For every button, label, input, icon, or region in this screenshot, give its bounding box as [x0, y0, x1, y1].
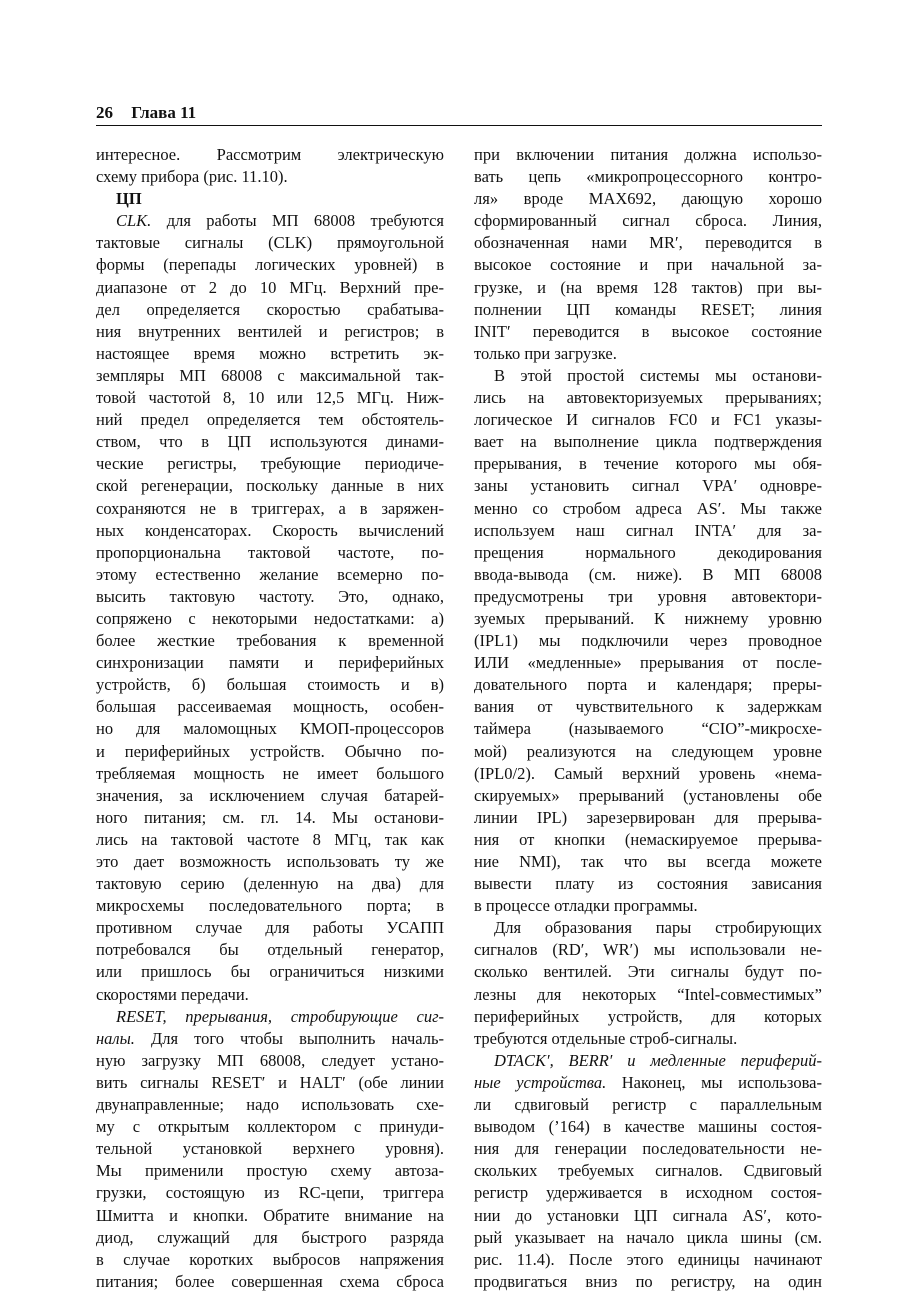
page-header [96, 100, 822, 126]
text-line: ческие регистры, требующие периодиче- [96, 454, 444, 474]
italic-run-in-heading: RESET, прерывания, стробирующие сиг- [116, 1006, 444, 1026]
text-line: INIT′ переводится в высокое состояние [474, 321, 822, 341]
text-line: товой частотой 8, 10 или 12,5 МГц. Ниж- [96, 388, 444, 408]
text-line: скольких требуемых сигналов. Сдвиговый [474, 1161, 822, 1181]
text-line [96, 1006, 444, 1028]
page-number: 26 [96, 103, 113, 122]
line-text: для работы МП 68008 требуются [151, 211, 444, 231]
text-line: это дает возможность использовать ту же [96, 852, 444, 871]
text-line: ской регенерации, поскольку данные в них [96, 476, 444, 496]
text-line: лись на тактовой частоте 8 МГц, так как [96, 829, 444, 849]
text-line: ния для генерации последовательности не- [474, 1139, 822, 1159]
text-line: микросхемы последовательного порта; в [96, 896, 444, 916]
text-line: дел определяется скоростью срабатыва- [96, 299, 444, 319]
text-line: требляемая мощность не имеет большого [96, 763, 444, 783]
text-line: зуемых прерываний. К нижнему уровню [474, 608, 822, 628]
text-line: довательного порта и календаря; преры- [474, 675, 822, 695]
text-line: высокое состояние и при начальной за- [474, 255, 822, 275]
text-line: и периферийных устройств. Обычно по- [96, 741, 444, 761]
text-line: продвигаться вниз по регистру, на один [474, 1271, 822, 1291]
text-line: только при загрузке. [474, 343, 617, 363]
text-line: ЦП [116, 189, 142, 209]
chapter-title: Глава 11 [131, 103, 197, 122]
text-line: рый указывает на начало цикла шины (см. [474, 1227, 822, 1247]
text-line: ния внутренних вентилей и регистров; в [96, 321, 444, 341]
text-line: грузке, и (на время 128 тактов) при вы- [474, 277, 822, 297]
text-line: прещения нормального декодирования [474, 542, 822, 562]
text-line: сопряжено с некоторыми недостатками: а) [96, 608, 444, 628]
text-line [474, 1072, 822, 1094]
text-line: вания от чувствительного к задержкам [474, 697, 822, 717]
text-line [96, 1028, 444, 1050]
text-line: этому естественно желание всемерно по- [96, 564, 444, 584]
text-line: (IPL0/2). Самый верхний уровень «нема- [474, 763, 822, 783]
italic-run-in-heading: налы. [96, 1028, 135, 1048]
text-line: линии IPL) зарезервирован для прерыва- [474, 807, 822, 827]
text-line: му с открытым коллектором с принуди- [96, 1117, 444, 1137]
text-line: ИЛИ «медленные» прерывания от после- [474, 653, 822, 673]
text-line: скируемых» прерываний (установлены обе [474, 785, 822, 805]
text-line: диапазоне от 2 до 10 МГц. Верхний пре- [96, 277, 444, 297]
text-line: вает на выполнение цикла подтверждения [474, 432, 822, 452]
text-line: В этой простой системы мы останови- [494, 365, 822, 385]
text-line: синхронизации памяти и периферийных [96, 653, 444, 673]
text-line: в случае коротких выбросов напряжения [96, 1249, 444, 1269]
text-line: более жесткие требования к временной [96, 631, 444, 651]
text-line: регистр удерживается в исходном состоя- [474, 1183, 822, 1203]
text-line: нии до установки ЦП сигнала AS′, кото- [474, 1205, 822, 1225]
text-line: интересное. Рассмотрим электрическую [96, 145, 444, 164]
text-line: земпляры МП 68008 с максимальной так- [96, 365, 444, 385]
text-line: ля» вроде MAX692, дающую хорошо [474, 189, 822, 209]
text-line: тактовую серию (деленную на два) для [96, 874, 444, 894]
text-line: обозначенная нами MR′, переводится в [474, 233, 822, 253]
text-line: высить тактовую частоту. Это, однако, [96, 586, 444, 606]
text-line: ного питания; см. гл. 14. Мы останови- [96, 807, 444, 827]
text-column-left [96, 144, 444, 1291]
text-line: ных конденсаторах. Скорость вычислений [96, 520, 444, 540]
text-line: схему прибора (рис. 11.10). [96, 167, 288, 187]
text-line: но для маломощных КМОП-процессоров [96, 719, 444, 739]
italic-run-in-heading: DTACK′, BERR′ и медленные периферий- [494, 1050, 822, 1070]
text-line: сколько вентилей. Эти сигналы будут по- [474, 962, 822, 982]
line-text: Для того чтобы выполнить началь- [134, 1028, 444, 1048]
text-line: лись на автовекторизуемых прерываниях; [474, 388, 822, 408]
text-line: используем наш сигнал INTA′ для за- [474, 520, 822, 540]
text-line [96, 210, 444, 232]
text-line: ввода-вывода (см. ниже). В МП 68008 [474, 564, 822, 584]
text-line: грузки, состоящую из RC-цепи, триггера [96, 1183, 444, 1203]
text-line: большая рассеиваемая мощность, особен- [96, 697, 444, 717]
text-line: ния от кнопки (немаскируемое прерыва- [474, 829, 822, 849]
text-column-right [474, 144, 822, 1291]
text-line: ством, что в ЦП используются динами- [96, 432, 444, 452]
text-line: таймера (называемого “CIO”-микросхе- [474, 719, 822, 739]
text-line: сигналов (RD′, WR′) мы использовали не- [474, 940, 822, 960]
text-line: пропорциональна тактовой частоте, по- [96, 542, 444, 562]
text-line: питания; более совершенная схема сброса [96, 1271, 444, 1291]
text-line: периферийных устройств, для которых [474, 1006, 822, 1026]
text-line: диод, служащий для быстрого разряда [96, 1227, 444, 1247]
text-line: тельной установкой верхнего уровня). [96, 1139, 444, 1159]
text-line: скоростями передачи. [96, 984, 249, 1004]
text-line: менно со стробом адреса AS′. Мы также [474, 498, 822, 518]
text-line: (IPL1) мы подключили через проводное [474, 631, 822, 651]
italic-run-in-heading: ные устройства. [474, 1072, 607, 1092]
text-line: тактовые сигналы (CLK) прямоугольной [96, 233, 444, 253]
italic-run-in-heading: CLK. [116, 211, 152, 231]
text-line: выводом (’164) в качестве машины состоя- [474, 1117, 822, 1137]
text-line: в процессе отладки программы. [474, 896, 698, 916]
text-line: полнении ЦП команды RESET; линия [474, 299, 822, 319]
text-line: предусмотрены три уровня автовектори- [474, 586, 822, 606]
text-line: логическое И сигналов FC0 и FC1 указы- [474, 410, 822, 430]
text-line: двунаправленные; надо использовать схе- [96, 1095, 444, 1115]
text-line: устройств, б) большая стоимость и в) [96, 675, 444, 695]
text-line: Мы применили простую схему автоза- [96, 1161, 444, 1181]
text-line: вать цепь «микропроцессорного контро- [474, 167, 822, 187]
text-line: прерывания, в течение которого мы обя- [474, 454, 822, 474]
text-line: сформированный сигнал сброса. Линия, [474, 211, 822, 231]
text-line: ний предел определяется тем обстоятель- [96, 410, 444, 430]
text-line [474, 1050, 822, 1072]
text-line: вывести плату из состояния зависания [474, 874, 822, 894]
text-line: рис. 11.4). После этого единицы начинают [474, 1249, 822, 1269]
text-line: мой) реализуются на следующем уровне [474, 741, 822, 761]
text-line: ли сдвиговый регистр с параллельным [474, 1095, 822, 1115]
text-line: противном случае для работы УСАПП [96, 918, 444, 938]
text-line: Шмитта и кнопки. Обратите внимание на [96, 1205, 444, 1225]
text-line: требуются отдельные строб-сигналы. [474, 1028, 738, 1048]
text-line: лезны для некоторых “Intel-совместимых” [474, 984, 822, 1004]
text-line: при включении питания должна использо- [474, 145, 822, 164]
text-line: формы (перепады логических уровней) в [96, 255, 444, 275]
text-line: значения, за исключением случая батарей- [96, 785, 444, 805]
text-line: Для образования пары стробирующих [494, 918, 822, 938]
text-line: сохраняются не в триггерах, а в заряжен- [96, 498, 444, 518]
text-line: заны установить сигнал VPA′ одновре- [474, 476, 822, 496]
line-text: Наконец, мы использова- [606, 1072, 822, 1092]
text-line: вить сигналы RESET′ и HALT′ (обе линии [96, 1072, 444, 1092]
header-rule [96, 125, 822, 126]
text-line: или пришлось бы ограничиться низкими [96, 962, 444, 982]
text-line: ную загрузку МП 68008, следует устано- [96, 1050, 444, 1070]
text-line: настоящее время можно встретить эк- [96, 343, 444, 363]
text-line: потребовался бы отдельный генератор, [96, 940, 444, 960]
text-line: ние NMI), так что вы всегда можете [474, 852, 822, 871]
